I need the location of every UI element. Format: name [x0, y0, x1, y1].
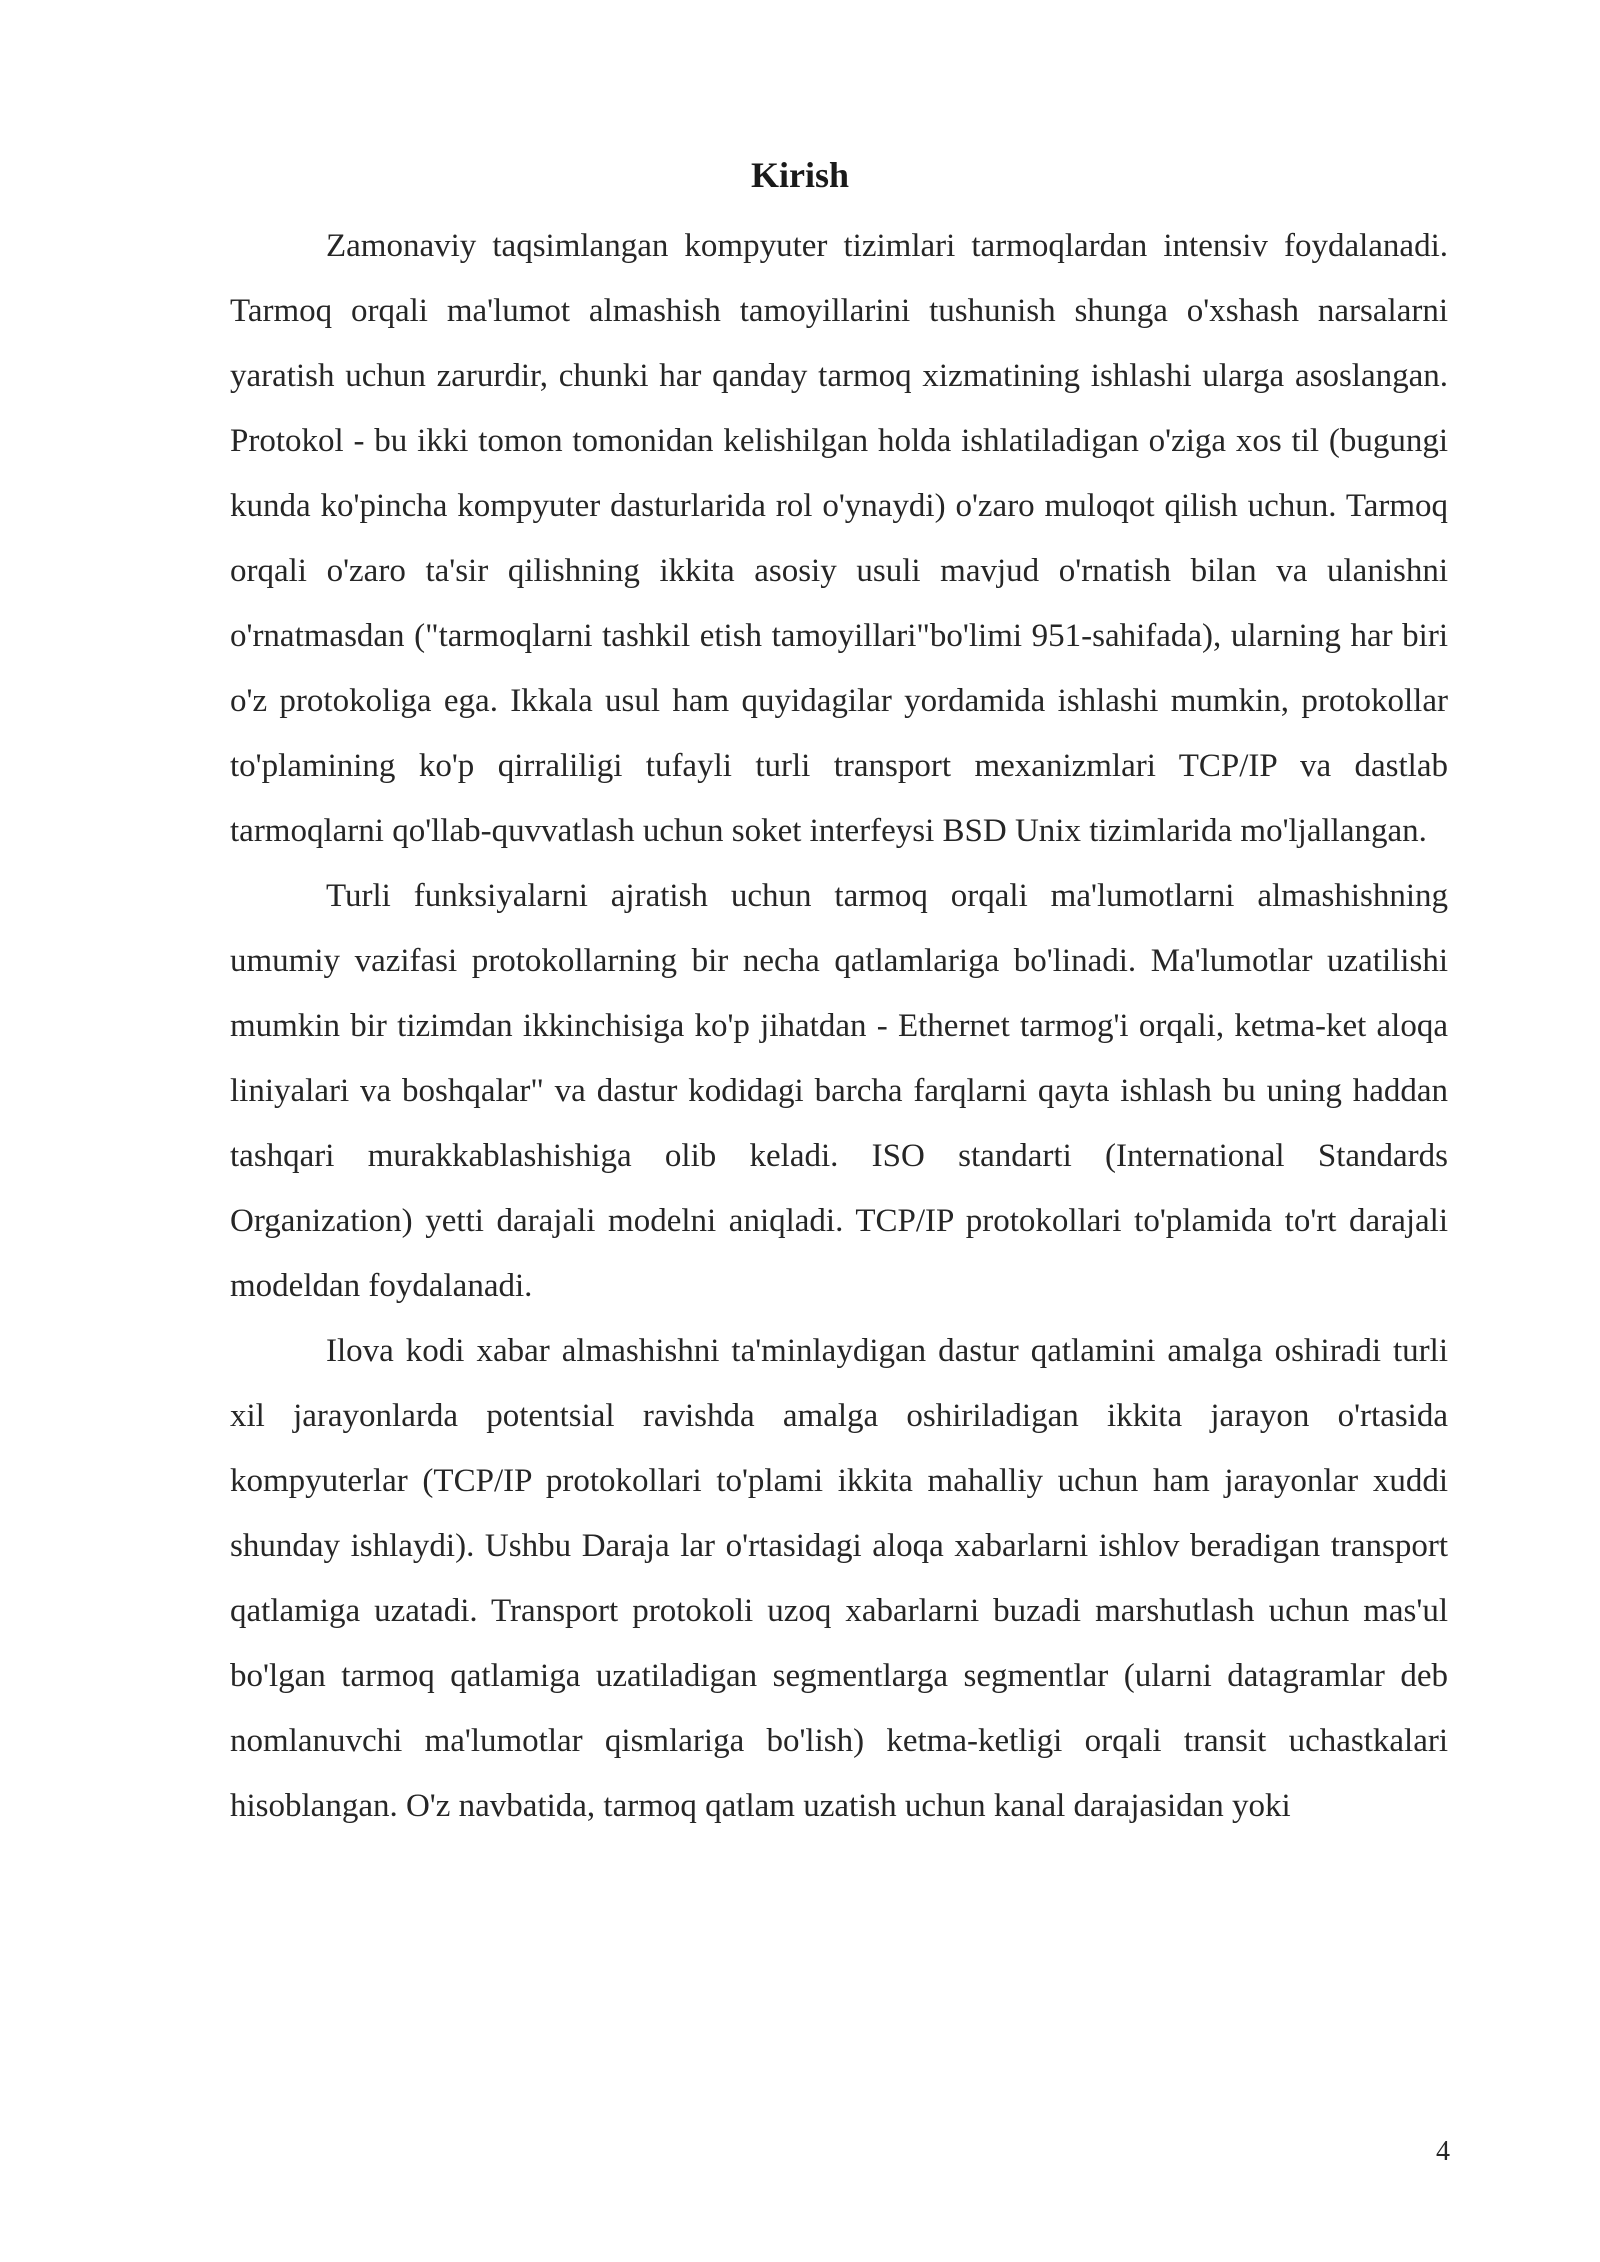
body-text: [230, 214, 1448, 1839]
paragraph-2: Turli funksiyalarni ajratish uchun tarmoq orqali ma'lumotlarni almashishning umumiy vazifasi protokollarning bir necha qatlamlariga bo'linadi. Ma'lumotlar uzatilishi mumkin bir tizimdan ikkinchisiga ko'p jihatdan - Ethernet tarmog'i orqali, ketma-ket aloqa liniyalari va boshqalar" va dastur kodidagi barcha farqlarni qayta ishlash bu uning haddan tashqari murakkablashishiga olib keladi. ISO standarti (International Standards Organization) yetti darajali modelni aniqladi. TCP/IP protokollari to'plamida to'rt darajali modeldan foydalanadi.: [230, 878, 1448, 1304]
paragraph-1: Zamonaviy taqsimlangan kompyuter tizimlari tarmoqlardan intensiv foydalanadi. Tarmoq orqali ma'lumot almashish tamoyillarini tushunish shunga o'xshash narsalarni yaratish uchun zarurdir, chunki har qanday tarmoq xizmatining ishlashi ularga asoslangan. Protokol - bu ikki tomon tomonidan kelishilgan holda ishlatiladigan o'ziga xos til (bugungi kunda ko'pincha kompyuter dasturlarida rol o'ynaydi) o'zaro muloqot qilish uchun. Tarmoq orqali o'zaro ta'sir qilishning ikkita asosiy usuli mavjud o'rnatish bilan va ulanishni o'rnatmasdan ("tarmoqlarni tashkil etish tamoyillari"bo'limi 951-sahifada), ularning har biri o'z protokoliga ega. Ikkala usul ham quyidagilar yordamida ishlashi mumkin, protokollar to'plamining ko'p qirraliligi tufayli turli transport mexanizmlari TCP/IP va dastlab tarmoqlarni qo'llab-quvvatlash uchun soket interfeysi BSD Unix tizimlarida mo'ljallangan.: [230, 228, 1448, 849]
page-title: Kirish: [750, 155, 849, 195]
page-number: 4: [1436, 2136, 1450, 2167]
paragraph-3: Ilova kodi xabar almashishni ta'minlaydigan dastur qatlamini amalga oshiradi turli xil jarayonlarda potentsial ravishda amalga oshiriladigan ikkita jarayon o'rtasida kompyuterlar (TCP/IP protokollari to'plami ikkita mahalliy uchun ham jarayonlar xuddi shunday ishlaydi). Ushbu Daraja lar o'rtasidagi aloqa xabarlarni ishlov beradigan transport qatlamiga uzatadi. Transport protokoli uzoq xabarlarni buzadi marshutlash uchun mas'ul bo'lgan tarmoq qatlamiga uzatiladigan segmentlarga segmentlar (ularni datagramlar deb nomlanuvchi ma'lumotlar qismlariga bo'lish) ketma-ketligi orqali transit uchastkalari hisoblangan. O'z navbatida, tarmoq qatlam uzatish uchun kanal darajasidan yoki: [230, 1333, 1448, 1824]
